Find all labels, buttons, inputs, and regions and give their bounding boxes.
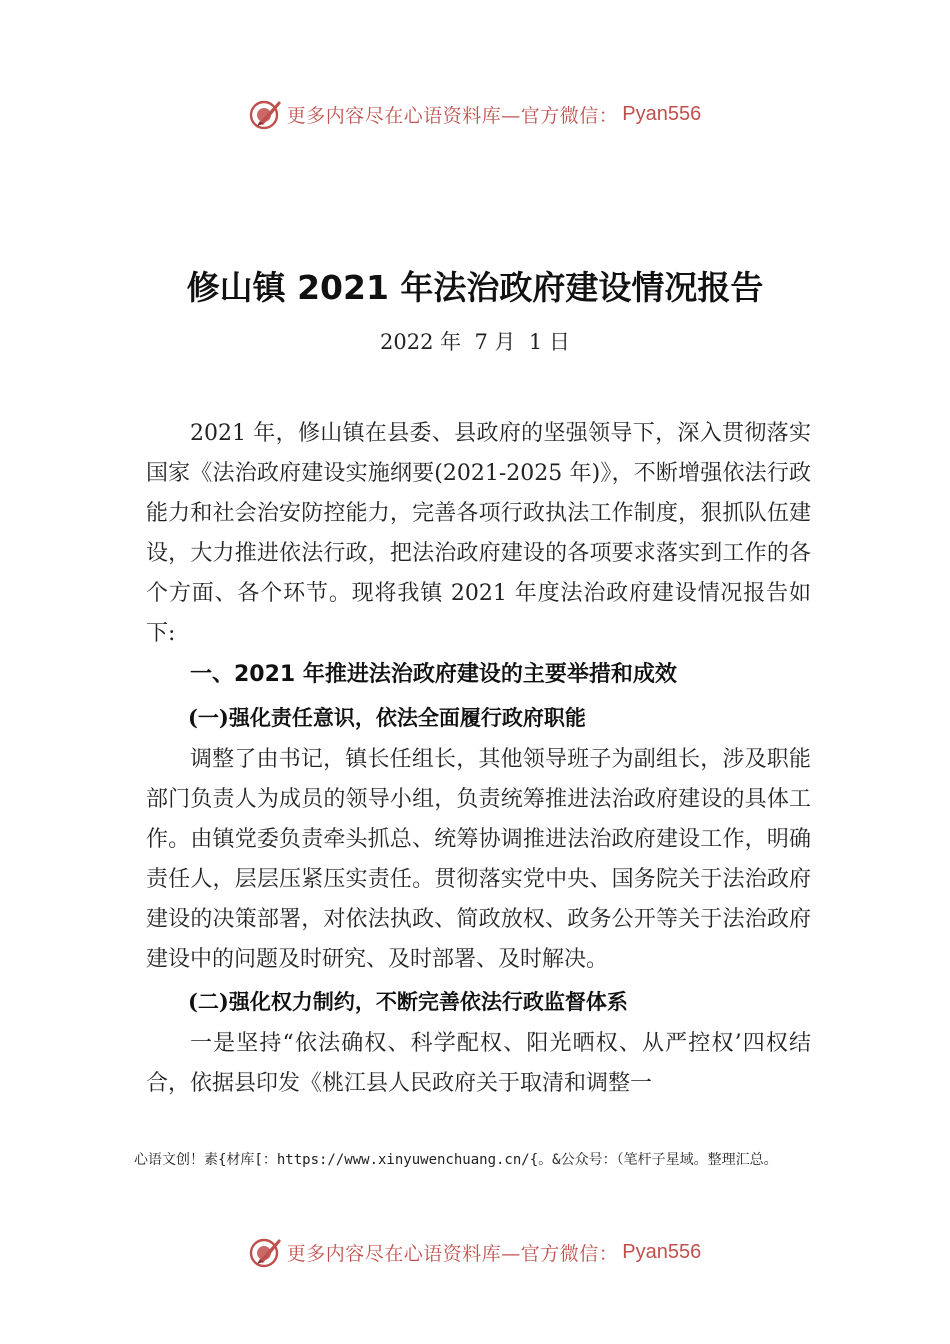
footer-source-note: 心语文创！素{材库[：https://www.xinyuwenchuang.cn/{。&公众号：（笔杆子星域。整理汇总。: [134, 1152, 778, 1168]
banner-text: 更多内容尽在心语资料库—官方微信：: [286, 1242, 619, 1265]
top-watermark-banner: [0, 94, 950, 134]
body-paragraph: 一是坚持“依法确权、科学配权、阳光晒权、从严控权’四权结合，依据县印发《桃江县人民政府关于取清和调整一: [146, 1031, 811, 1096]
quill-pen-icon: [249, 97, 283, 131]
banner-wechat-id: Pyan556: [622, 102, 702, 125]
subsection-heading: (一)强化责任意识，依法全面履行政府职能: [188, 705, 586, 730]
subsection-heading: (二)强化权力制约，不断完善依法行政监督体系: [188, 989, 628, 1014]
document-title: 修山镇 2021 年法治政府建设情况报告: [186, 268, 764, 307]
document-date: 2022 年 7 月 1 日: [380, 330, 570, 354]
section-heading: 一、2021 年推进法治政府建设的主要举措和成效: [190, 662, 677, 687]
body-paragraph: 调整了由书记，镇长任组长，其他领导班子为副组长，涉及职能部门负责人为成员的领导小组，负责统筹推进法治政府建设的具体工作。由镇党委负责牵头抓总、统筹协调推进法治政府建设工作，明确责任人，层层压紧压实责任。贯彻落实党中央、国务院关于法治政府建设的决策部署，对依法执政、简政放权、政务公开等关于法治政府建设中的问题及时研究、及时部署、及时解决。: [146, 747, 811, 972]
bottom-watermark-banner: [0, 1232, 950, 1272]
banner-wechat-id: Pyan556: [622, 1240, 702, 1263]
intro-paragraph: 2021 年，修山镇在县委、县政府的坚强领导下，深入贯彻落实国家《法治政府建设实施纲要(2021-2025 年)》，不断增强依法行政能力和社会治安防控能力，完善各项行政执法工作制度，狠抓队伍建设，大力推进依法行政，把法治政府建设的各项要求落实到工作的各个方面、各个环节。现将我镇 2021 年度法治政府建设情况报告如下:: [146, 421, 811, 646]
document-body: [146, 414, 811, 1104]
banner-text: 更多内容尽在心语资料库—官方微信：: [286, 104, 619, 127]
quill-pen-icon: [249, 1235, 283, 1269]
